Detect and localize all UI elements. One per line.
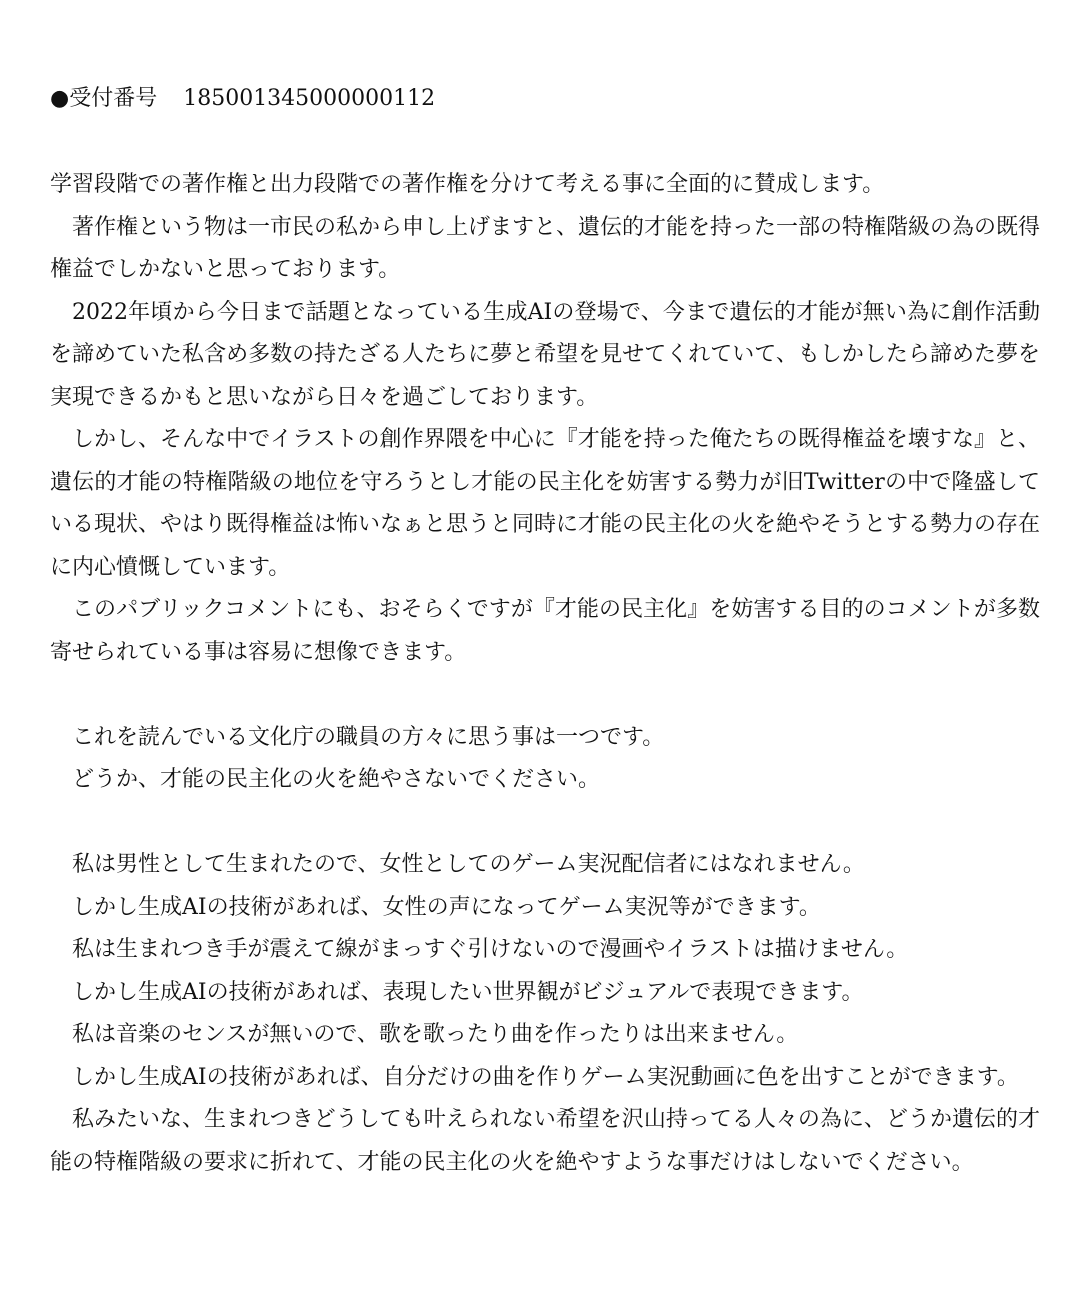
- paragraph-example-drawing: 私は生まれつき手が震えて線がまっすぐ引けないので漫画やイラストは描けません。: [72, 937, 909, 962]
- paragraph-public-comment: このパブリックコメントにも、おそらくですが『才能の民主化』を妨害する目的のコメントが多数寄せられている事は容易に想像できます。: [50, 597, 1040, 665]
- paragraph-request: どうか、才能の民主化の火を絶やさないでください。: [72, 767, 601, 792]
- paragraph-to-staff: これを読んでいる文化庁の職員の方々に思う事は一つです。: [72, 724, 665, 750]
- comment-body: [50, 164, 1040, 1184]
- receipt-number-value: 185001345000000112: [183, 86, 436, 111]
- paragraph-opposition: しかし、そんな中でイラストの創作界隈を中心に『才能を持った俺たちの既得権益を壊すな』と、遺伝的才能の特権階級の地位を守ろうとし才能の民主化を妨害する勢力が旧Twitterの中で隆盛している現状、やはり既得権益は怖いなぁと思うと同時に才能の民主化の火を絶やそうとする勢力の存在に内心憤慨しています。: [50, 427, 1041, 580]
- paragraph-generative-ai: 2022年頃から今日まで話題となっている生成AIの登場で、今まで遺伝的才能が無い為に創作活動を諦めていた私含め多数の持たざる人たちに夢と希望を見せてくれていて、もしかしたら諦めた夢を実現できるかもと思いながら日々を過ごしております。: [50, 299, 1040, 410]
- paragraph-support: 学習段階での著作権と出力段階での著作権を分けて考える事に全面的に賛成します。: [50, 172, 885, 197]
- paragraph-example-voice: 私は男性として生まれたので、女性としてのゲーム実況配信者にはなれません。: [72, 852, 865, 877]
- blank-line: [50, 802, 1040, 845]
- paragraph-example-music: 私は音楽のセンスが無いので、歌を歌ったり曲を作ったりは出来ません。: [72, 1022, 799, 1047]
- paragraph-example-voice-ai: しかし生成AIの技術があれば、女性の声になってゲーム実況等ができます。: [72, 894, 821, 920]
- receipt-number-line: [50, 84, 435, 114]
- paragraph-copyright-view: 著作権という物は一市民の私から申し上げますと、遺伝的才能を持った一部の特権階級の為の既得権益でしかないと思っております。: [50, 214, 1041, 282]
- paragraph-closing: 私みたいな、生まれつきどうしても叶えられない希望を沢山持ってる人々の為に、どうか遺伝的才能の特権階級の要求に折れて、才能の民主化の火を絶やすような事だけはしないでください。: [50, 1107, 1040, 1175]
- receipt-number-label: ●受付番号: [50, 86, 158, 111]
- blank-line: [50, 674, 1040, 717]
- paragraph-example-drawing-ai: しかし生成AIの技術があれば、表現したい世界観がビジュアルで表現できます。: [72, 979, 864, 1005]
- paragraph-example-music-ai: しかし生成AIの技術があれば、自分だけの曲を作りゲーム実況動画に色を出すことができます。: [72, 1064, 1019, 1090]
